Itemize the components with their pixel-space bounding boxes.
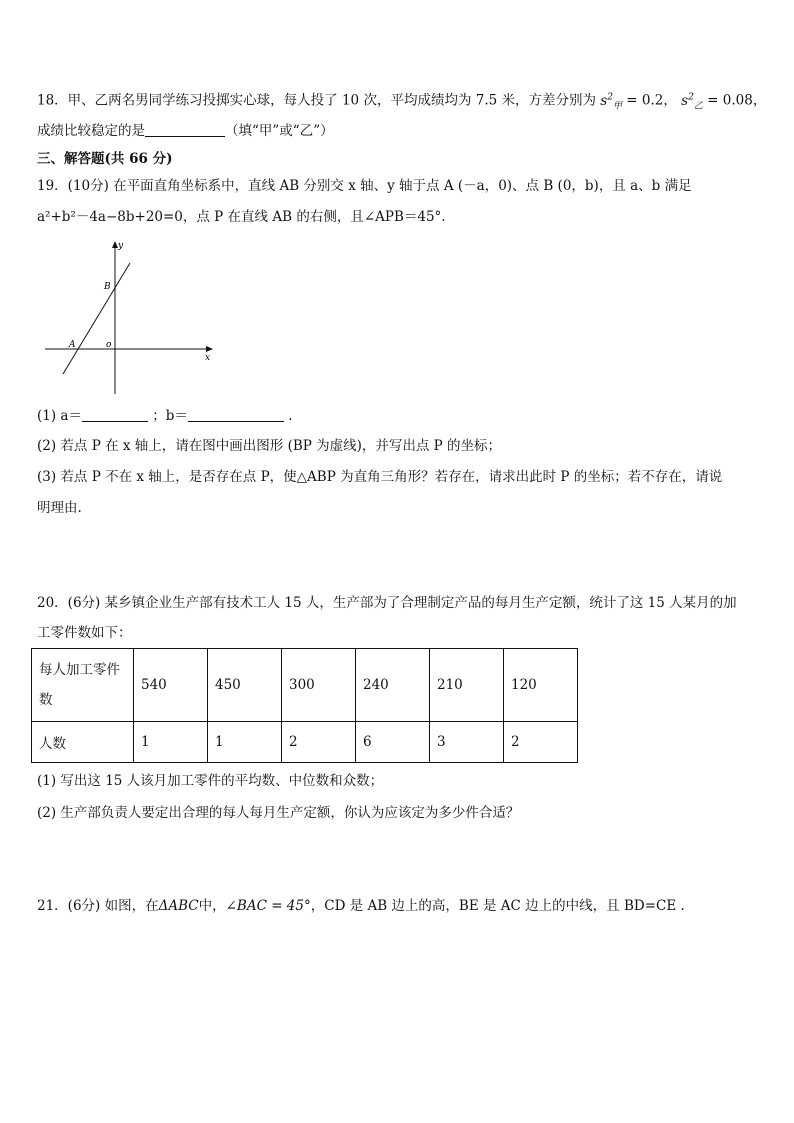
table-cell: 6 [356,722,430,763]
table-cell: 120 [504,649,578,722]
table-cell: 540 [134,649,208,722]
point-b-label: B [104,282,111,292]
q20-part1: (1) 写出这 15 人该月加工零件的平均数、中位数和众数； [37,773,384,789]
table-cell: 3 [430,722,504,763]
table-cell: 450 [208,649,282,722]
table-header-cell: 人数 [32,722,134,763]
q18-var1-value: = 0.2 [626,92,664,109]
q19-line1: 19．(10分) 在平面直角坐标系中，直线 AB 分别交 x 轴、y 轴于点 A (－a，0)、点 B (0，b)，且 a、b 满足 [37,178,692,194]
q19-line2: a²+b²－4a−8b+20=0，点 P 在直线 AB 的右侧，且∠APB＝45°. [37,209,446,225]
q18-answer-blank[interactable] [145,122,225,137]
q19-a-blank[interactable] [82,407,148,422]
q18-var2-value: = 0.08 [707,92,753,109]
q20-line1: 20．(6分) 某乡镇企业生产部有技术工人 15 人，生产部为了合理制定产品的每月生产定额，统计了这 15 人某月的加 [37,595,737,611]
table-row [32,722,578,763]
q19-part3-line2: 明理由. [37,500,82,516]
q19-b-blank[interactable] [188,407,284,422]
q19-coordinate-figure [37,236,217,396]
q18-sep: ， [663,92,677,109]
table-row [32,649,578,722]
line-ab [63,263,130,374]
point-a-label: A [69,340,76,350]
q19-part1-end: . [288,408,293,424]
q20-data-table [31,648,578,763]
q21-suffix: ，CD 是 AB 边上的高，BE 是 AC 边上的中线，且 BD=CE . [310,898,685,914]
q19-part3-line1: (3) 若点 P 不在 x 轴上，是否存在点 P，使△ABP 为直角三角形？若存在，请求出此时 P 的坐标；若不存在，请说 [37,469,723,485]
q19-part1 [37,407,293,425]
q18-var1: $s^2_甲$ [600,92,622,112]
table-cell: 210 [430,649,504,722]
table-cell: 240 [356,649,430,722]
section3-title: 三、解答题(共 66 分) [37,151,173,167]
q18-var2: $s^2_乙$ [681,92,703,112]
q19-part2: (2) 若点 P 在 x 轴上，请在图中画出图形 (BP 为虚线)，并写出点 P 的坐标； [37,438,502,454]
q21-prefix: 21．(6分) 如图，在 [37,898,159,914]
y-axis-label: y [118,241,124,251]
q20-part2: (2) 生产部负责人要定出合理的每人每月生产定额，你认为应该定为多少件合适？ [37,805,520,821]
q19-part1-a: (1) a＝ [37,408,82,424]
q18-line2-text: 成绩比较稳定的是 [37,123,145,139]
table-cell: 1 [134,722,208,763]
q21-angle: ∠BAC = 45° [225,898,311,914]
q21-mid: 中， [198,898,226,914]
table-cell: 1 [208,722,282,763]
q18-text: 18．甲、乙两名男同学练习投掷实心球，每人投了 10 次，平均成绩均为 7.5 米，方差分别为 [37,92,596,109]
q18-line1-end: ， [752,92,767,109]
q18-line2-tail: （填“甲”或“乙”） [225,123,334,139]
table-cell: 2 [504,722,578,763]
q19-part1-b: ；b＝ [152,408,188,424]
table-header-cell: 每人加工零件 数 [32,649,134,722]
q21-triangle: ΔABC [158,898,199,914]
origin-label: o [106,340,112,350]
q18-line1 [37,88,766,115]
q21-line [37,897,685,915]
x-axis-label: x [205,353,211,363]
q18-line2 [37,122,334,140]
table-cell: 2 [282,722,356,763]
table-cell: 300 [282,649,356,722]
x-axis-arrow [206,346,213,352]
q20-line2: 工零件数如下： [37,625,132,641]
